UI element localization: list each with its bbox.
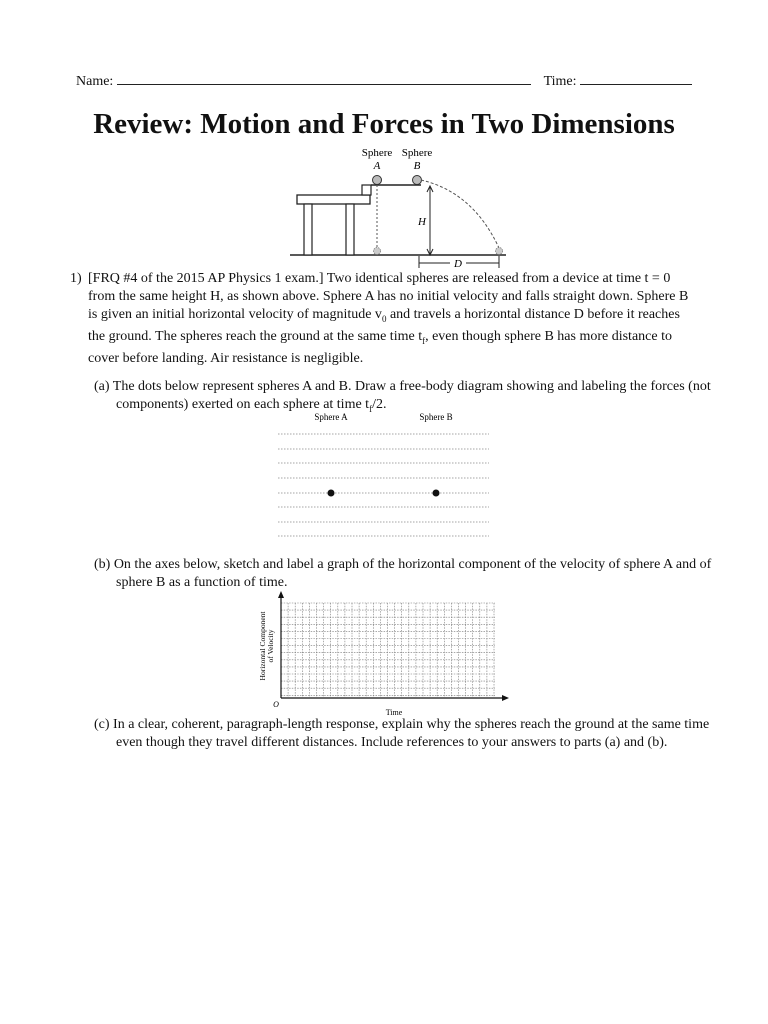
graph-grid [281,603,495,698]
figure-label-a: A [373,160,381,172]
table-top [297,195,370,204]
graph-origin-label: O [273,700,279,709]
sphere-b [413,176,422,185]
graph-x-label: Time [385,708,403,717]
header-line [76,72,696,90]
sphere-b-landing [496,248,503,255]
part-a-text: (a) The dots below represent spheres A and B. Draw a free-body diagram showing and labeling the forces (not components) exerted on each sphere at time $t_f/2$. [94,379,711,414]
name-label: Name: [76,74,114,89]
part-c-text: (c) In a clear, coherent, paragraph-length response, explain why the spheres reach the ground at the same time even though they travel different distances. Include references to your answers to parts (a) and (b). [94,717,710,750]
question-number: 1) [70,271,82,286]
question-1-text: [FRQ #4 of the 2015 AP Physics 1 exam.] Two identical spheres are released from a device at time t = 0 from the same height H, as shown above. Sphere A has no initial velocity and falls straight down. Sphere B is given an initial horizontal velocity of magnitude $v_0$ and travels a horizontal distance D before it reaches the ground. The spheres reach the ground at the same time $t_f$, even though sphere B has more distance to cover before landing. Air resistance is negligible. [88,271,689,366]
graph-y-label-line1: Horizontal Component [258,611,267,681]
fbd-label-sphere-a: Sphere A [314,412,348,422]
velocity-time-graph[interactable] [256,590,514,718]
figure-label-b: B [413,160,421,172]
launch-device-block [362,185,371,195]
question-1 [70,270,698,368]
sphere-b-trajectory [421,180,499,248]
part-b-text: (b) On the axes below, sketch and label a graph of the horizontal component of the velocity of sphere A and of sphere B as a function of time. [94,557,712,590]
spheres-figure [288,144,510,268]
graph-y-axis-arrow [278,591,284,598]
fbd-dot-sphere-b [433,490,440,497]
graph-x-axis-arrow [502,695,509,701]
sphere-a [373,176,382,185]
table-leg-left [304,204,312,255]
fbd-dot-sphere-a [328,490,335,497]
sphere-a-landing [374,248,381,255]
time-blank[interactable] [580,72,692,85]
page-title: Review: Motion and Forces in Two Dimensions [93,108,675,140]
graph-y-label-line2: of Velocity [266,629,275,663]
figure-label-sphere-b: Sphere [401,147,433,159]
table-leg-right [346,204,354,255]
fbd-guide-lines [278,434,489,536]
figure-label-sphere-a: Sphere [361,147,393,159]
name-blank[interactable] [117,72,531,85]
free-body-diagram-area[interactable] [276,410,492,542]
time-label: Time: [543,74,577,89]
fbd-label-sphere-b: Sphere B [419,412,453,422]
height-label: H [418,216,426,228]
distance-label: D [454,258,462,268]
